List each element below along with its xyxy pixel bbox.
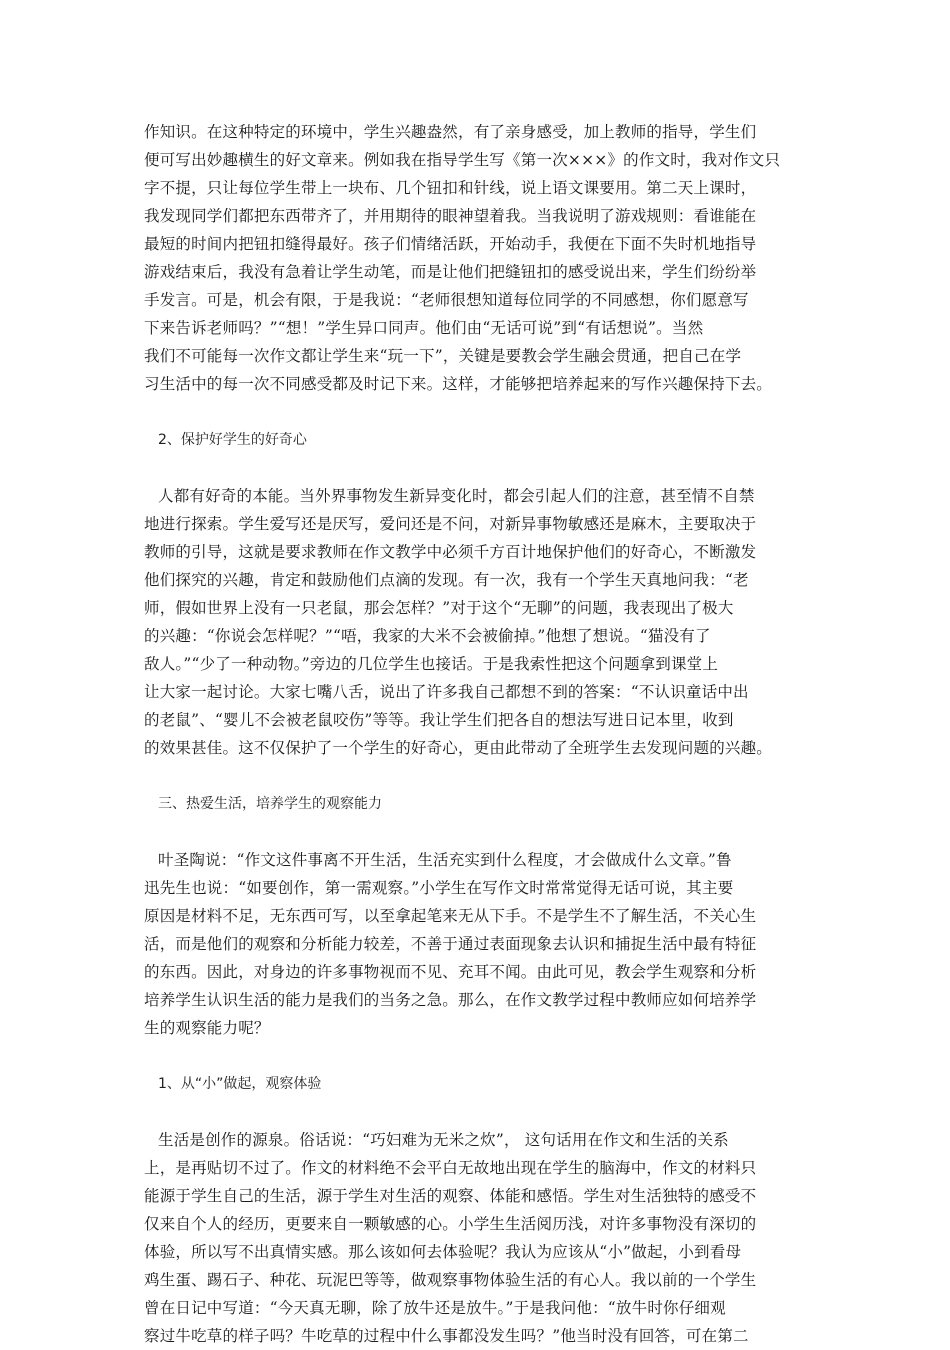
text-line: 师，假如世界上没有一只老鼠，那会怎样？”对于这个“无聊”的问题，我表现出了极大 xyxy=(144,599,734,617)
text-line: 习生活中的每一次不同感受都及时记下来。这样，才能够把培养起来的写作兴趣保持下去。 xyxy=(144,375,773,393)
paragraph-life-experience xyxy=(144,1126,812,1350)
text-line: 活，而是他们的观察和分析能力较差，不善于通过表面现象去认识和捕捉生活中最有特征 xyxy=(144,935,757,953)
text-line: 鸡生蛋、踢石子、种花、玩泥巴等等，做观察事物体验生活的有心人。我以前的一个学生 xyxy=(144,1271,757,1289)
paragraph-writing-interest xyxy=(144,118,812,398)
text-line: 察过牛吃草的样子吗？牛吃草的过程中什么事都没发生吗？”他当时没有回答，可在第二 xyxy=(144,1327,749,1345)
text-line: 培养学生认识生活的能力是我们的当务之急。那么，在作文教学过程中教师应如何培养学 xyxy=(144,991,757,1009)
spacer xyxy=(144,398,812,426)
text-line: 的老鼠”、“婴儿不会被老鼠咬伤”等等。我让学生们把各自的想法写进日记本里，收到 xyxy=(144,711,734,729)
section-heading: 三、热爱生活，培养学生的观察能力 xyxy=(158,796,382,812)
spacer xyxy=(144,1098,812,1126)
text-line: 让大家一起讨论。大家七嘴八舌，说出了许多我自己都想不到的答案：“不认识童话中出 xyxy=(144,683,749,701)
text-line: 迅先生也说：“如要创作，第一需观察。”小学生在写作文时常常觉得无话可说，其主要 xyxy=(144,879,734,897)
spacer xyxy=(144,762,812,790)
text-line: 上，是再贴切不过了。作文的材料绝不会平白无故地出现在学生的脑海中，作文的材料只 xyxy=(144,1159,757,1177)
section-heading: 1、从“小”做起，观察体验 xyxy=(158,1076,322,1092)
text-line: 游戏结束后，我没有急着让学生动笔，而是让他们把缝钮扣的感受说出来，学生们纷纷举 xyxy=(144,263,757,281)
text-line: 原因是材料不足，无东西可写，以至拿起笔来无从下手。不是学生不了解生活，不关心生 xyxy=(144,907,757,925)
text-line: 我们不可能每一次作文都让学生来“玩一下”，关键是要教会学生融会贯通，把自己在学 xyxy=(144,347,742,365)
text-line: 的效果甚佳。这不仅保护了一个学生的好奇心，更由此带动了全班学生去发现问题的兴趣。 xyxy=(144,739,773,757)
text-line: 他们探究的兴趣，肯定和鼓励他们点滴的发现。有一次，我有一个学生天真地问我：“老 xyxy=(144,571,749,589)
section-heading: 2、保护好学生的好奇心 xyxy=(158,432,307,448)
text-line: 下来告诉老师吗？”“想！”学生异口同声。他们由“无话可说”到“有话想说”。当然 xyxy=(144,319,704,337)
paragraph-observation xyxy=(144,846,812,1042)
text-line: 仅来自个人的经历，更要来自一颗敏感的心。小学生生活阅历浅，对许多事物没有深切的 xyxy=(144,1215,757,1233)
text-line: 体验，所以写不出真情实感。那么该如何去体验呢？我认为应该从“小”做起，小到看母 xyxy=(144,1243,742,1261)
text-line: 能源于学生自己的生活，源于学生对生活的观察、体能和感悟。学生对生活独特的感受不 xyxy=(144,1187,757,1205)
text-line: 作知识。在这种特定的环境中，学生兴趣盎然，有了亲身感受，加上教师的指导，学生们 xyxy=(144,123,757,141)
spacer xyxy=(144,454,812,482)
text-line: 的东西。因此，对身边的许多事物视而不见、充耳不闻。由此可见，教会学生观察和分析 xyxy=(144,963,757,981)
text-line: 人都有好奇的本能。当外界事物发生新异变化时，都会引起人们的注意，甚至情不自禁 xyxy=(158,487,755,505)
document-page xyxy=(144,118,812,1350)
text-line: 便可写出妙趣横生的好文章来。例如我在指导学生写《第一次×××》的作文时，我对作文只 xyxy=(144,151,781,169)
text-line: 曾在日记中写道：“今天真无聊，除了放牛还是放牛。”于是我问他：“放牛时你仔细观 xyxy=(144,1299,726,1317)
text-line: 敌人。”“少了一种动物。”旁边的几位学生也接话。于是我索性把这个问题拿到课堂上 xyxy=(144,655,719,673)
text-line: 生活是创作的源泉。俗话说：“巧妇难为无米之炊”， 这句话用在作文和生活的关系 xyxy=(158,1131,729,1149)
text-line: 的兴趣：“你说会怎样呢？”“唔，我家的大米不会被偷掉。”他想了想说。“猫没有了 xyxy=(144,627,711,645)
text-line: 教师的引导，这就是要求教师在作文教学中必须千方百计地保护他们的好奇心，不断激发 xyxy=(144,543,757,561)
text-line: 叶圣陶说：“作文这件事离不开生活，生活充实到什么程度，才会做成什么文章。”鲁 xyxy=(158,851,732,869)
text-line: 字不提，只让每位学生带上一块布、几个钮扣和针线，说上语文课要用。第二天上课时， xyxy=(144,179,757,197)
text-line: 我发现同学们都把东西带齐了，并用期待的眼神望着我。当我说明了游戏规则：看谁能在 xyxy=(144,207,757,225)
text-line: 手发言。可是，机会有限，于是我说：“老师很想知道每位同学的不同感想，你们愿意写 xyxy=(144,291,749,309)
spacer xyxy=(144,818,812,846)
text-line: 生的观察能力呢？ xyxy=(144,1019,270,1037)
paragraph-curiosity xyxy=(144,482,812,762)
spacer xyxy=(144,1042,812,1070)
text-line: 地进行探索。学生爱写还是厌写，爱问还是不问，对新异事物敏感还是麻木，主要取决于 xyxy=(144,515,757,533)
text-line: 最短的时间内把钮扣缝得最好。孩子们情绪活跃，开始动手，我便在下面不失时机地指导 xyxy=(144,235,757,253)
